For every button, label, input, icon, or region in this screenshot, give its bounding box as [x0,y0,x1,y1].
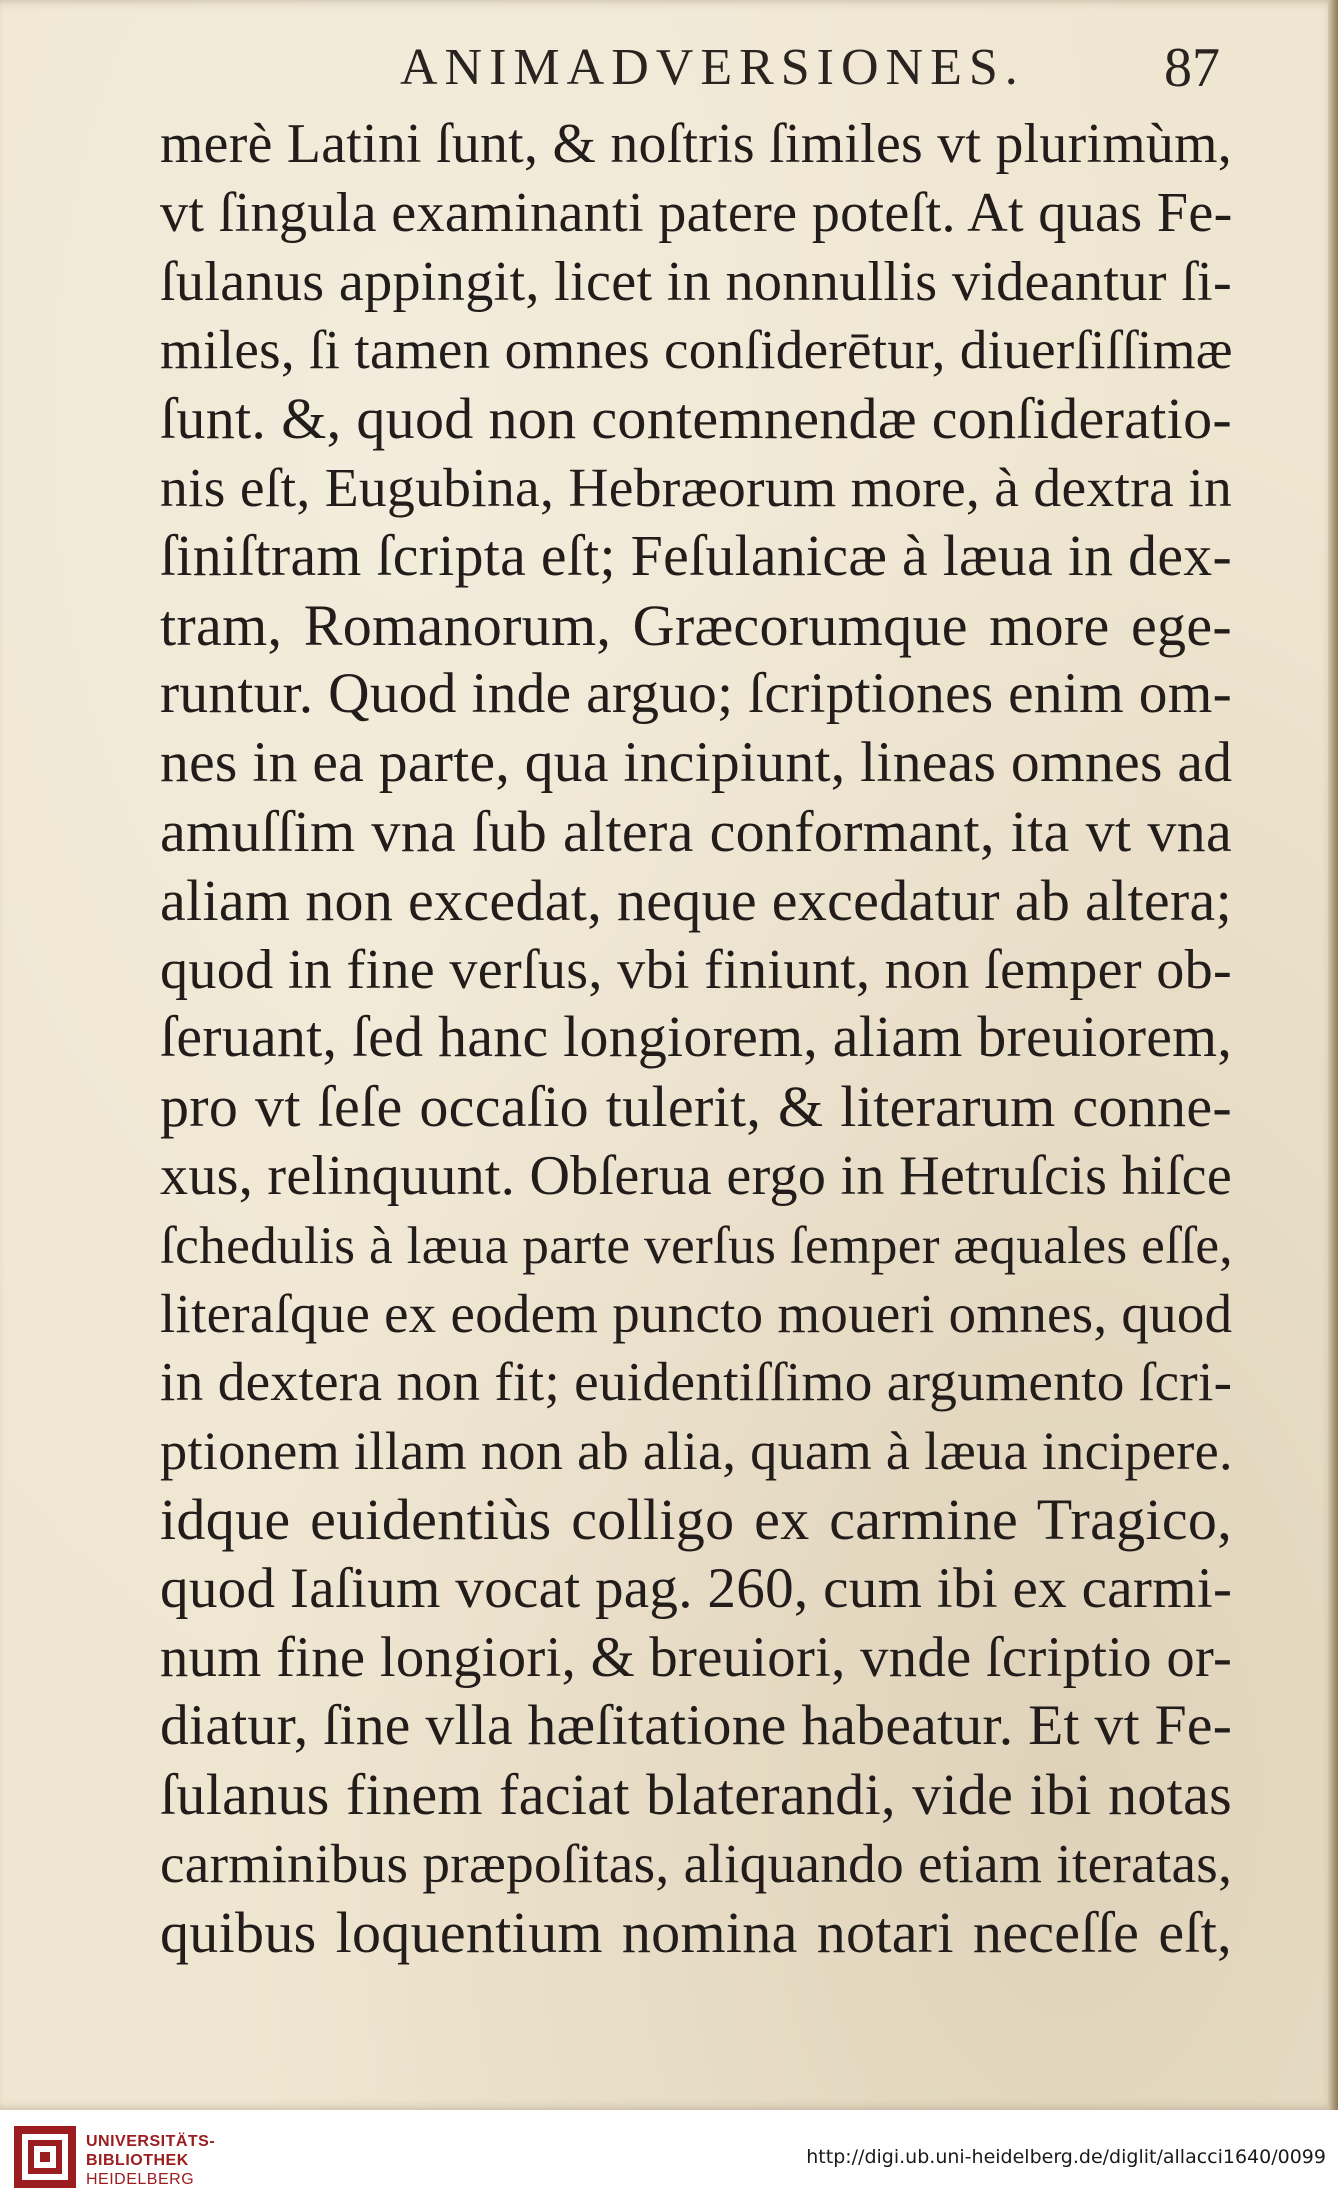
running-title: ANIMADVERSIONES. [400,39,1025,96]
source-url-link[interactable]: http://digi.ub.uni-heidelberg.de/diglit/allacci1640/0099 [806,2146,1326,2168]
text-line: merè Latini ſunt, & noſtris ſimiles vt plurimùm, [160,113,1232,175]
text-line: ptionem illam non ab alia, quam à læua incipere. [160,1421,1233,1482]
text-line: num fine longiori, & breuiori, vnde ſcriptio or- [160,1626,1233,1689]
library-name[interactable] [86,2132,215,2189]
library-name-line-1: UNIVERSITÄTS- [86,2133,216,2150]
text-line: nis eſt, Eugubina, Hebræorum more, à dextra in [160,456,1233,519]
page-edge [1328,0,1338,2110]
text-line: miles, ſi tamen omnes conſiderētur, diuerſiſſimæ [160,319,1233,381]
text-line: vt ſingula examinanti patere poteſt. At quas Fe- [160,181,1233,244]
page-header [400,30,1240,110]
text-line: literaſque ex eodem puncto moueri omnes, quod [160,1282,1233,1344]
text-line: nes in ea parte, qua incipiunt, lineas omnes ad [160,731,1233,795]
text-line: ſeruant, ſed hanc longiorem, aliam breuiorem, [160,1006,1233,1070]
text-line: pro vt ſeſe occaſio tulerit, & literarum conne- [160,1074,1232,1140]
text-line: ſiniſtram ſcripta eſt; Feſulanicæ à læua in dex- [160,524,1232,588]
text-line: amuſſim vna ſub altera conformant, ita vt vna [160,798,1232,864]
footer-bar [0,2110,1338,2206]
library-name-line-2: BIBLIOTHEK [86,2152,189,2169]
text-line: xus, relinquunt. Obſerua ergo in Hetruſcis hiſce [160,1144,1232,1207]
text-line: runtur. Quod inde arguo; ſcriptiones enim om- [160,662,1232,726]
text-line: aliam non excedat, neque excedatur ab altera; [160,867,1232,933]
text-line: quod in fine verſus, vbi finiunt, non ſemper ob- [160,938,1232,1001]
library-name-line-3: HEIDELBERG [86,2171,195,2188]
body-text [160,110,1232,1968]
text-line: ſchedulis à læua parte verſus ſemper æquales eſſe, [160,1214,1233,1275]
text-line: quod Iaſium vocat pag. 260, cum ibi ex carmi- [160,1556,1233,1620]
text-line: ſulanus finem faciat blaterandi, vide ibi notas [160,1762,1232,1828]
text-line: tram, Romanorum, Græcorumque more ege- [160,592,1232,658]
text-line: idque euidentiùs colligo ex carmine Tragico, [160,1486,1232,1552]
text-line: carminibus præpoſitas, aliquando etiam iteratas, [160,1832,1233,1894]
page-number: 87 [1164,37,1220,99]
text-line: ſulanus appingit, licet in nonnullis videantur ſi- [160,250,1232,313]
text-line: in dextera non fit; euidentiſſimo argumento ſcri- [160,1351,1233,1413]
text-line: ſunt. &, quod non contemnendæ conſideratio- [160,386,1232,452]
text-line: quibus loquentium nomina notari neceſſe eſt, [160,1899,1232,1965]
university-library-logo-icon[interactable] [14,2126,76,2188]
text-line: diatur, ſine vlla hæſitatione habeatur. Et vt Fe- [160,1694,1233,1758]
